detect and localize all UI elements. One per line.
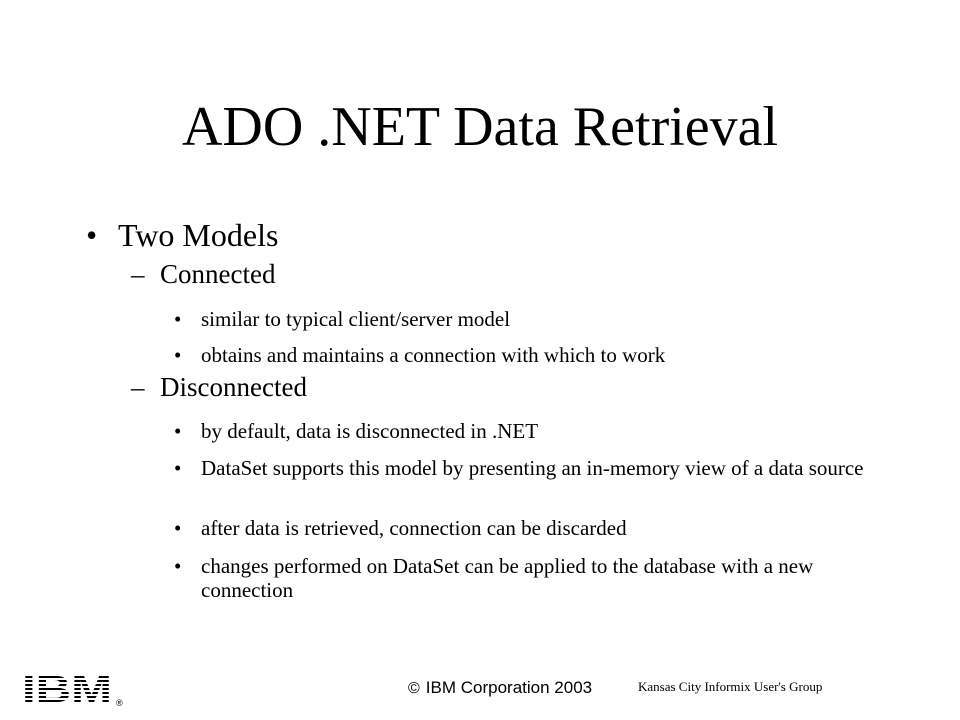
- bullet-marker: •: [174, 516, 182, 540]
- list-item-text: obtains and maintains a connection with which to work: [201, 343, 666, 367]
- bullet-marker: •: [174, 554, 182, 578]
- bullet-marker: •: [86, 217, 98, 253]
- copyright-icon: ©: [408, 680, 420, 697]
- bullet-text: Two Models: [118, 217, 279, 253]
- sub-bullet-text: Disconnected: [160, 372, 307, 402]
- list-item-text: by default, data is disconnected in .NET: [201, 419, 539, 443]
- list-item-text: DataSet supports this model by presenting an in-memory view of a data source: [201, 456, 864, 480]
- registered-mark: ®: [116, 698, 123, 708]
- list-item-text: similar to typical client/server model: [201, 307, 511, 331]
- copyright-text: IBM Corporation 2003: [425, 678, 593, 697]
- list-item-text: after data is retrieved, connection can be discarded: [201, 516, 627, 540]
- ibm-logo: [22, 668, 126, 710]
- bullet-marker: •: [174, 456, 182, 480]
- sub-bullet-text: Connected: [160, 259, 276, 289]
- list-item-text: changes performed on DataSet can be applied to the database with a new connection: [201, 554, 814, 602]
- dash-marker: –: [131, 259, 145, 289]
- group-name: Kansas City Informix User's Group: [638, 679, 823, 694]
- bullet-marker: •: [174, 307, 182, 331]
- slide-title: ADO .NET Data Retrieval: [181, 96, 779, 158]
- dash-marker: –: [131, 372, 145, 402]
- bullet-marker: •: [174, 419, 182, 443]
- bullet-marker: •: [174, 343, 182, 367]
- copyright-notice: [408, 678, 592, 699]
